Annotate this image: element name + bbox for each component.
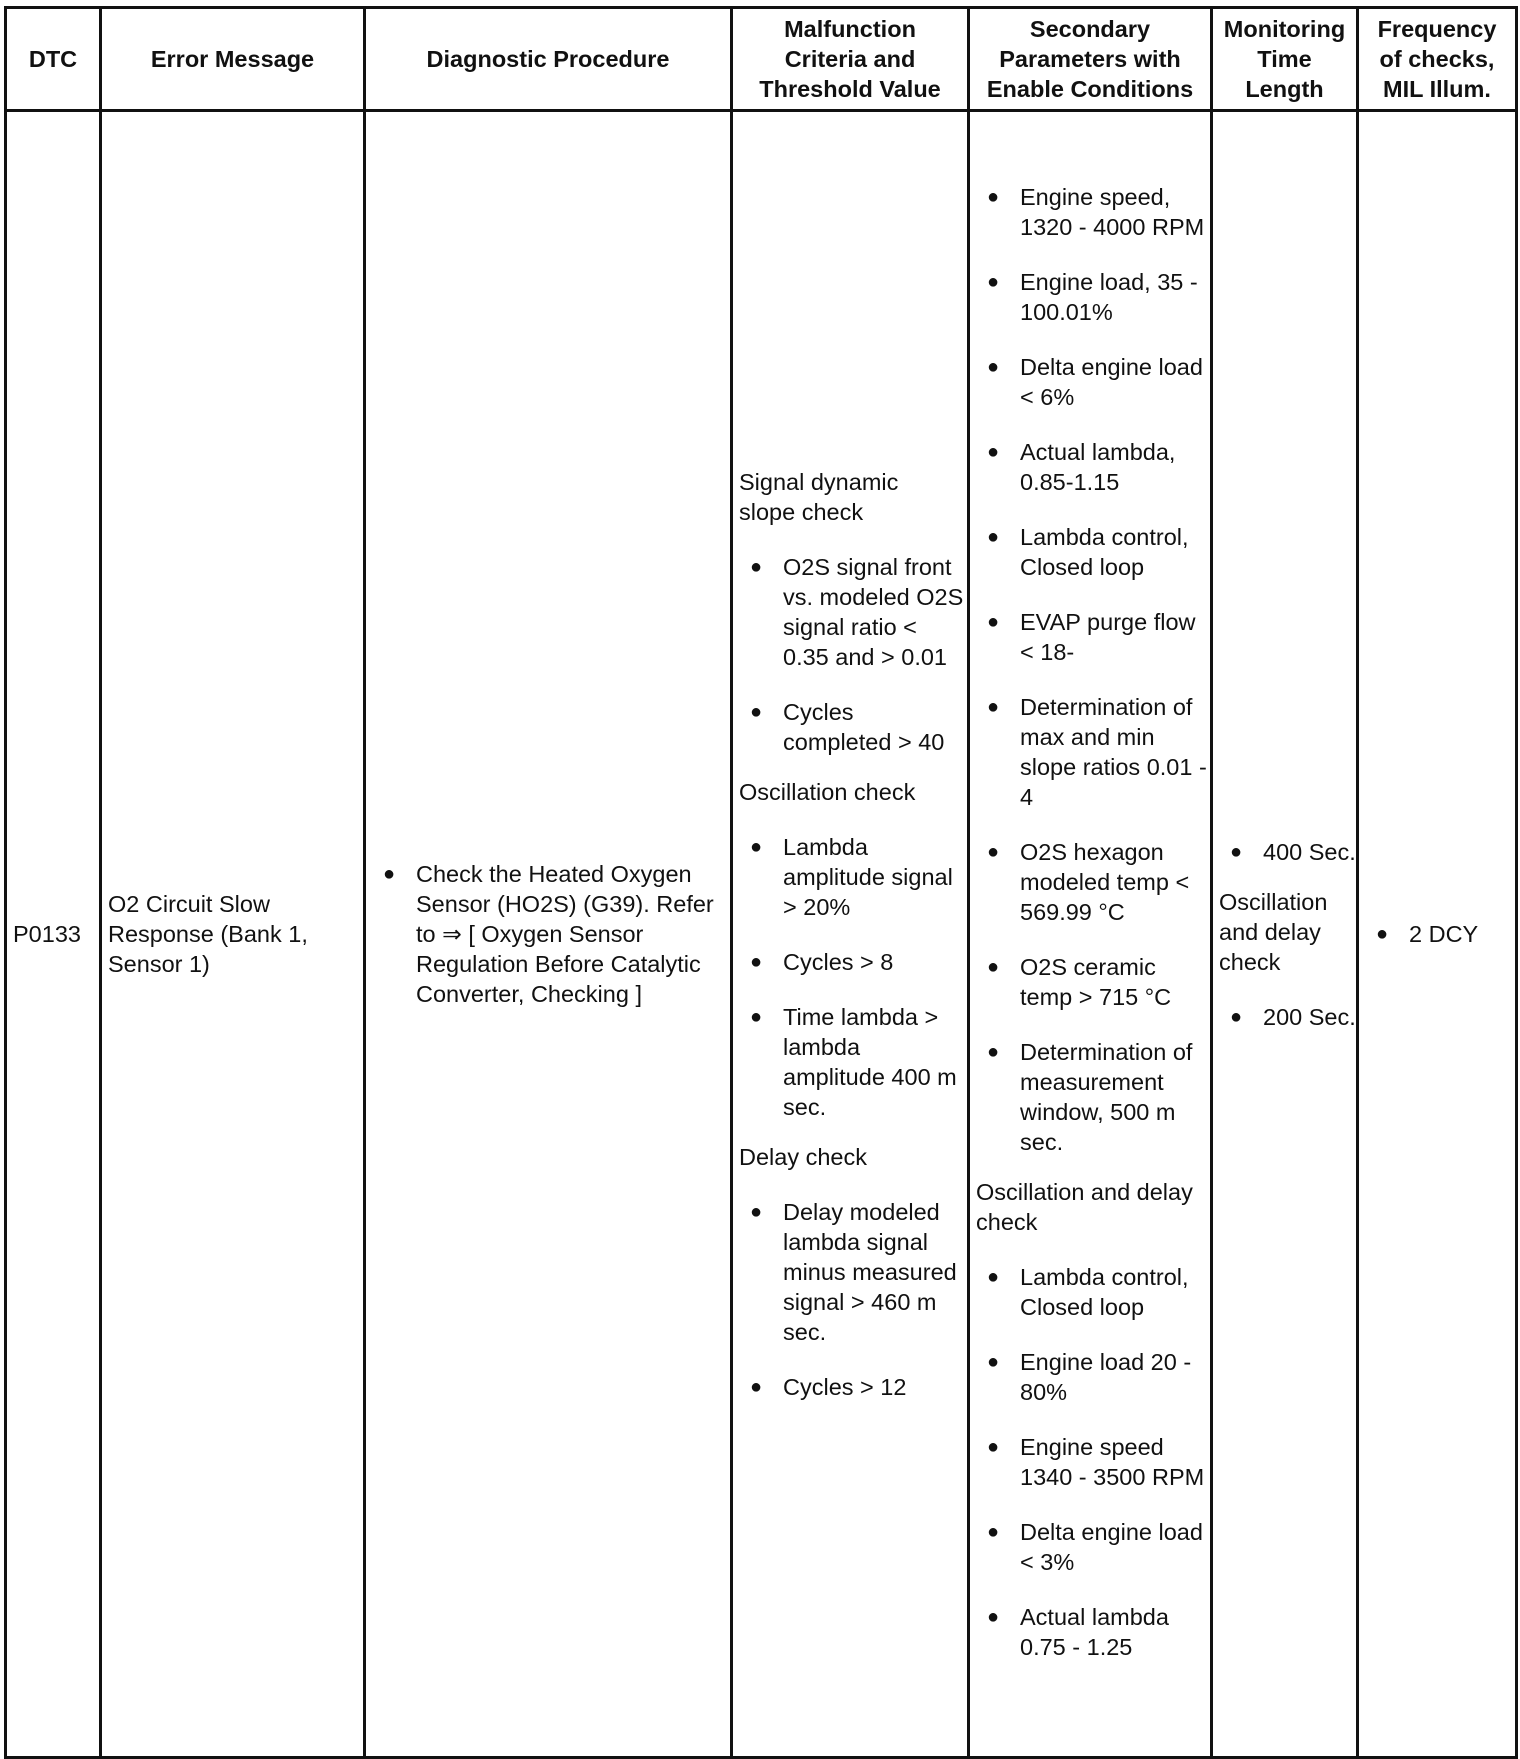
list-item: ● Actual lambda, 0.85-1.15 [970, 437, 1210, 497]
list-item: ● Lambda amplitude signal > 20% [733, 832, 967, 922]
list-item: ● 2 DCY [1359, 919, 1515, 949]
list-item: ● Delta engine load < 6% [970, 352, 1210, 412]
list-item: ● Cycles > 8 [733, 947, 967, 977]
header-row [6, 8, 1517, 111]
list-item: ● O2S ceramic temp > 715 °C [970, 952, 1210, 1012]
list-item: ● Lambda control, Closed loop [970, 522, 1210, 582]
list-item: ● Actual lambda 0.75 - 1.25 [970, 1602, 1210, 1662]
secondary-list [970, 182, 1210, 1157]
oscillation-check-list [733, 832, 967, 1122]
header-monitoring-time: Monitoring Time Length [1212, 8, 1358, 111]
procedure-item: ● Check the Heated Oxygen Sensor (HO2S) (G39). Refer to ⇒ [ Oxygen Sensor Regulation Before Catalytic Converter, Checking ] [366, 859, 730, 1009]
delay-check-list [733, 1197, 967, 1402]
cell-malfunction-criteria [732, 111, 969, 1758]
list-item: ● O2S signal front vs. modeled O2S signal ratio < 0.35 and > 0.01 [733, 552, 967, 672]
signal-dynamic-list [733, 552, 967, 757]
list-item: ● Engine load 20 - 80% [970, 1347, 1210, 1407]
list-item: ● 200 Sec. [1213, 1002, 1356, 1032]
list-item: ● O2S hexagon modeled temp < 569.99 °C [970, 837, 1210, 927]
monitoring-list-1 [1213, 837, 1356, 867]
list-item: ● Engine speed, 1320 - 4000 RPM [970, 182, 1210, 242]
list-item: ● Delay modeled lambda signal minus measured signal > 460 m sec. [733, 1197, 967, 1347]
header-secondary-parameters: Secondary Parameters with Enable Conditions [969, 8, 1212, 111]
cell-dtc [6, 111, 101, 1758]
secondary-osc-title: Oscillation and delay check [976, 1179, 1193, 1235]
frequency-list [1359, 919, 1515, 949]
monitoring-osc-title: Oscillation and delay check [1219, 888, 1328, 975]
error-message: O2 Circuit Slow Response (Bank 1, Sensor 1) [108, 891, 308, 977]
signal-dynamic-title: Signal dynamic slope check [739, 468, 899, 525]
header-error-message: Error Message [101, 8, 365, 111]
list-item: ● Lambda control, Closed loop [970, 1262, 1210, 1322]
header-dtc: DTC [6, 8, 101, 111]
oscillation-check-title: Oscillation check [739, 778, 916, 805]
list-item: ● Determination of measurement window, 500 m sec. [970, 1037, 1210, 1157]
list-item: ● Cycles completed > 40 [733, 697, 967, 757]
cell-frequency [1358, 111, 1517, 1758]
list-item: ● 400 Sec. [1213, 837, 1356, 867]
cell-diagnostic-procedure [365, 111, 732, 1758]
list-item: ● Time lambda > lambda amplitude 400 m sec. [733, 1002, 967, 1122]
list-item: ● Engine load, 35 - 100.01% [970, 267, 1210, 327]
procedure-list [366, 859, 730, 1009]
cell-secondary-parameters [969, 111, 1212, 1758]
list-item: ● Cycles > 12 [733, 1372, 967, 1402]
list-item: ● Engine speed 1340 - 3500 RPM [970, 1432, 1210, 1492]
list-item: ● Delta engine load < 3% [970, 1517, 1210, 1577]
dtc-table [4, 6, 1518, 1759]
header-malfunction-criteria: Malfunction Criteria and Threshold Value [732, 8, 969, 111]
monitoring-list-2 [1213, 1002, 1356, 1032]
list-item: ● EVAP purge flow < 18- [970, 607, 1210, 667]
header-frequency: Frequency of checks, MIL Illum. [1358, 8, 1517, 111]
table-row [6, 111, 1517, 1758]
cell-error-message [101, 111, 365, 1758]
delay-check-title: Delay check [739, 1143, 867, 1170]
secondary-osc-list [970, 1262, 1210, 1662]
list-item: ● Determination of max and min slope ratios 0.01 - 4 [970, 692, 1210, 812]
cell-monitoring-time [1212, 111, 1358, 1758]
header-diagnostic-procedure: Diagnostic Procedure [365, 8, 732, 111]
dtc-code: P0133 [13, 921, 81, 947]
